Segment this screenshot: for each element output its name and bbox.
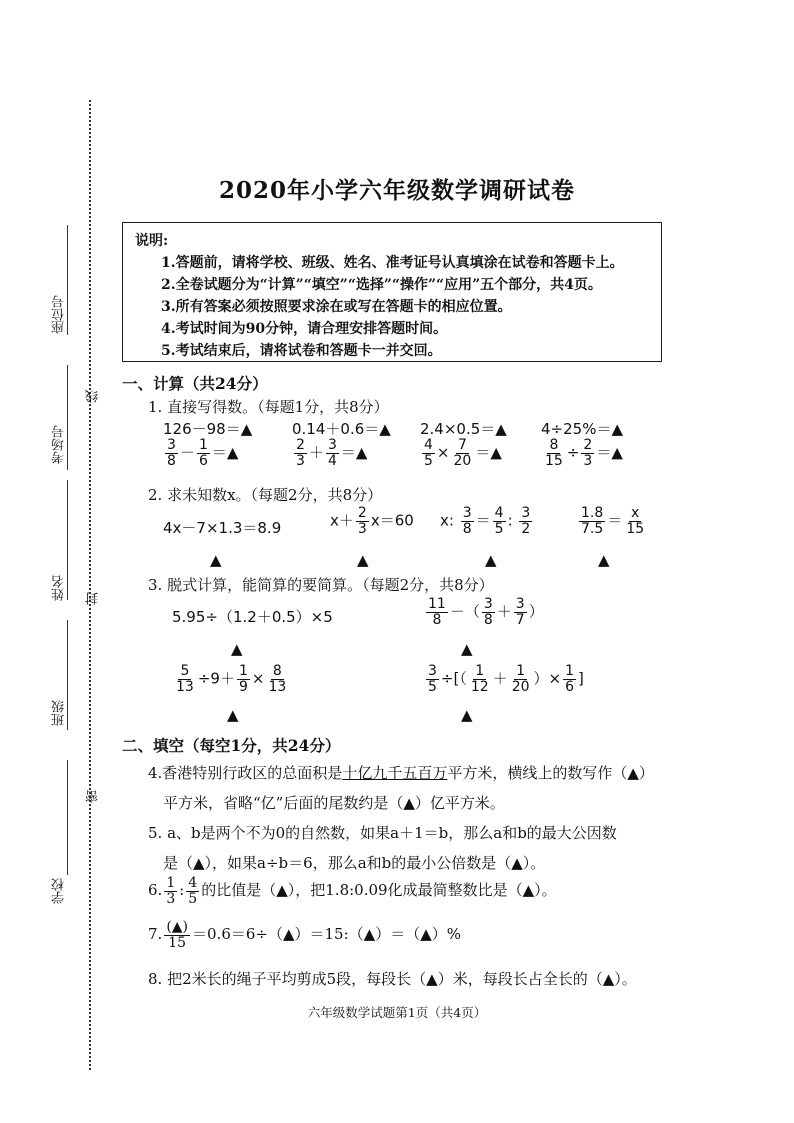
instruction-item: 4.考试时间为90分钟，请合理安排答题时间。 <box>161 321 448 337</box>
q2-equation: $\frac{1.8}{7.5}$ ＝ $\frac{x}{15}$ <box>581 505 645 537</box>
answer-marker: ▲ <box>210 551 222 569</box>
exam-title: 2020年小学六年级数学调研试卷 <box>218 177 575 204</box>
binding-dotted-line <box>89 100 91 1070</box>
q8: 8. 把2米长的绳子平均剪成5段，每段长（▲）米，每段长占全长的（▲）。 <box>148 970 637 988</box>
page-footer: 六年级数学试题第1页（共4页） <box>307 1005 487 1020</box>
q2-equation: x: $\frac{3}{8}$ ＝ $\frac{4}{5}$ : $\frac{3}{2}$ <box>440 505 531 537</box>
q5-line1: 5. a、b是两个不为0的自然数，如果a＋1＝b，那么a和b的最大公因数 <box>148 824 617 842</box>
school-label: 学校 <box>52 878 67 904</box>
q5-line2: 是（▲），如果a÷b＝6，那么a和b的最小公倍数是（▲）。 <box>163 854 546 872</box>
answer-marker: ▲ <box>357 551 369 569</box>
q1-fraction-item: $\frac{4}{5}$ × $\frac{7}{20}$ ＝▲ <box>424 437 502 469</box>
instruction-item: 5.考试结束后，请将试卷和答题卡一并交回。 <box>161 343 442 359</box>
seat-number-label: 座位号 <box>52 295 67 334</box>
q1-label: 1. 直接写得数。（每题1分，共8分） <box>148 398 389 416</box>
section-1-heading: 一、计算（共24分） <box>122 374 268 393</box>
q2-label: 2. 求未知数x。（每题2分，共8分） <box>148 486 383 504</box>
q1-item: 4÷25%＝▲ <box>541 420 623 438</box>
instructions-header: 说明: <box>135 233 169 249</box>
section-2-heading: 二、填空（每空1分，共24分） <box>122 736 341 755</box>
answer-marker: ▲ <box>461 640 473 658</box>
q4-line1: 4.香港特别行政区的总面积是十亿九千五百万平方米，横线上的数写作（▲） <box>148 764 654 782</box>
instruction-item: 1.答题前，请将学校、班级、姓名、准考证号认真填涂在试卷和答题卡上。 <box>161 255 624 271</box>
exam-room-label: 考场号 <box>52 425 67 464</box>
answer-marker: ▲ <box>227 706 239 724</box>
secret-mark: 密 <box>86 790 101 803</box>
q2-equation: 4x－7×1.3＝8.9 <box>163 519 282 537</box>
q4-line2: 平方米，省略“亿”后面的尾数约是（▲）亿平方米。 <box>163 794 505 812</box>
q1-item: 126－98＝▲ <box>163 420 253 438</box>
q3-expression: $\frac{3}{5}$ ÷[（ $\frac{1}{12}$ ＋ $\frac{1}{20}$ ）× $\frac{1}{6}$ ] <box>428 663 584 695</box>
q1-item: 0.14＋0.6＝▲ <box>292 420 391 438</box>
school-fill-line <box>67 760 68 875</box>
q6: 6. $\frac{1}{3}$ : $\frac{4}{5}$ 的比值是（▲），把1.8:0.09化成最简整数比是（▲）。 <box>148 875 557 907</box>
underlined-number: 十亿九千五百万 <box>342 764 448 782</box>
q1-fraction-item: $\frac{8}{15}$ ÷ $\frac{2}{3}$ ＝▲ <box>545 437 623 469</box>
seal-mark: 封 <box>86 592 101 605</box>
name-label: 姓名 <box>52 575 67 601</box>
instruction-item: 3.所有答案必须按照要求涂在或写在答题卡的相应位置。 <box>161 299 512 315</box>
q1-fraction-item: $\frac{2}{3}$ ＋ $\frac{3}{4}$ ＝▲ <box>296 437 368 469</box>
q3-expression: $\frac{5}{13}$ ÷9＋ $\frac{1}{9}$ × $\frac{8}{13}$ <box>176 663 287 695</box>
answer-marker: ▲ <box>598 551 610 569</box>
answer-marker: ▲ <box>485 551 497 569</box>
q7: 7. $\frac{(▲)}{15}$ ＝0.6＝6÷（▲）＝15:（▲）＝（▲）% <box>148 919 461 951</box>
answer-marker: ▲ <box>231 640 243 658</box>
q3-expression: 5.95÷（1.2＋0.5）×5 <box>172 608 333 626</box>
class-label: 班级 <box>52 700 67 726</box>
seal-line-mark: 线 <box>86 390 101 403</box>
q2-equation: x＋ $\frac{2}{3}$ x＝60 <box>330 505 414 537</box>
q3-label: 3. 脱式计算，能简算的要简算。（每题2分，共8分） <box>148 576 494 594</box>
instruction-item: 2.全卷试题分为“计算”“填空”“选择”“操作”“应用”五个部分，共4页。 <box>161 277 602 293</box>
q3-expression: $\frac{11}{8}$ －（ $\frac{3}{8}$ ＋ $\frac{3}{7}$ ） <box>428 596 544 628</box>
q1-item: 2.4×0.5＝▲ <box>420 420 507 438</box>
answer-marker: ▲ <box>461 706 473 724</box>
q1-fraction-item: $\frac{3}{8}$ － $\frac{1}{6}$ ＝▲ <box>167 437 239 469</box>
